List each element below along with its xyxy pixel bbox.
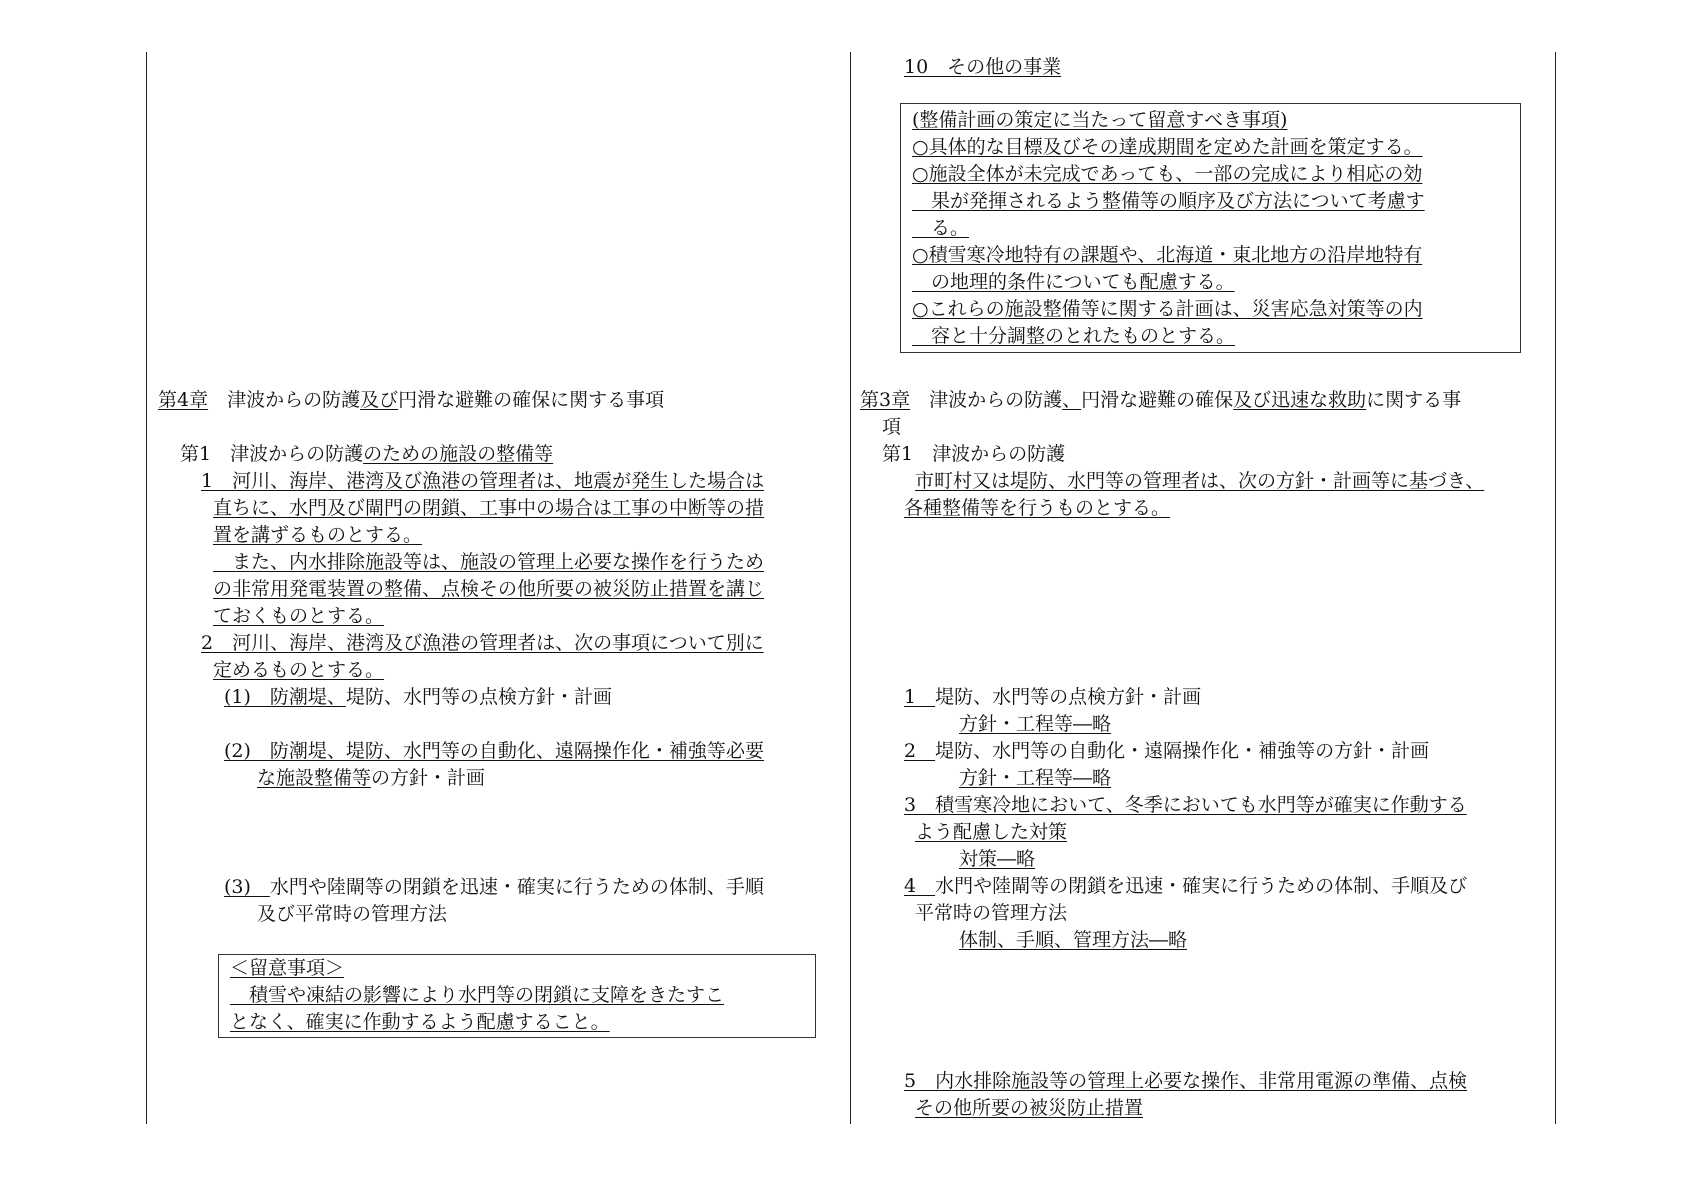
right-margin-rule bbox=[1555, 52, 1556, 1124]
left-item1-line2: 直ちに、水門及び閘門の閉鎖、工事中の場合は工事の中断等の措 bbox=[213, 497, 765, 519]
right-item4-sub: 体制、手順、管理方法―略 bbox=[959, 929, 1188, 951]
left-item1-line3: 置を講ずるものとする。 bbox=[213, 524, 423, 546]
left-item1-line4: また、内水排除施設等は、施設の管理上必要な操作を行うため bbox=[213, 551, 765, 573]
left-chapter-title-c: 円滑な避難の確保に関する事項 bbox=[398, 389, 665, 411]
right-section-title: 津波からの防護 bbox=[932, 443, 1066, 465]
left-sub2-text-c: な施設整備等 bbox=[257, 767, 372, 789]
right-item2 bbox=[904, 738, 1429, 765]
right-section-number: 第1 bbox=[882, 443, 914, 465]
left-sub2-text-d: の方針・計画 bbox=[371, 767, 486, 789]
left-sub2-line1 bbox=[224, 738, 764, 765]
left-section-heading bbox=[180, 441, 553, 468]
right-chapter-title-d: 及び迅速な救助 bbox=[1233, 389, 1367, 411]
left-item1-line5: の非常用発電装置の整備、点検その他所要の被災防止措置を講じ bbox=[213, 578, 765, 600]
left-chapter-title-b: 及び bbox=[360, 389, 399, 411]
left-item2-line2: 定めるものとする。 bbox=[213, 659, 385, 681]
right-item1 bbox=[904, 684, 1201, 711]
right-item4-text: 水門や陸閘等の閉鎖を迅速・確実に行うための体制、手順及び bbox=[935, 875, 1468, 897]
right-chapter-title-c: 円滑な避難の確保 bbox=[1081, 389, 1234, 411]
right-item3-line1: 3 積雪寒冷地において、冬季においても水門等が確実に作動する bbox=[904, 794, 1467, 816]
left-sub2-number: (2) bbox=[224, 740, 270, 762]
right-item3-sub: 対策―略 bbox=[959, 848, 1036, 870]
right-intro-line2: 各種整備等を行うものとする。 bbox=[904, 497, 1171, 519]
right-item1-number: 1 bbox=[904, 686, 936, 708]
right-plan-line8: ○これらの施設整備等に関する計画は、災害応急対策等の内 bbox=[912, 298, 1423, 320]
right-chapter-number: 第3章 bbox=[860, 389, 911, 411]
right-plan-line6: ○積雪寒冷地特有の課題や、北海道・東北地方の沿岸地特有 bbox=[912, 244, 1423, 266]
left-sub3-line1 bbox=[224, 874, 764, 901]
left-sub1-text-b: 堤防、水門等の点検方針・計画 bbox=[345, 686, 612, 708]
right-item1-text: 堤防、水門等の点検方針・計画 bbox=[935, 686, 1202, 708]
right-plan-line5: る。 bbox=[912, 217, 970, 239]
left-sub3-number: (3) bbox=[224, 876, 270, 898]
right-item3-line2: よう配慮した対策 bbox=[915, 821, 1068, 843]
left-sub2-line2 bbox=[257, 765, 485, 792]
right-chapter-title-b: 、 bbox=[1062, 389, 1082, 411]
left-sub1-text-a: 防潮堤、 bbox=[269, 686, 346, 708]
left-note-line1: 積雪や凍結の影響により水門等の閉鎖に支障をきたすこ bbox=[230, 984, 725, 1006]
right-chapter-title-a: 津波からの防護 bbox=[929, 389, 1063, 411]
left-item2-line1: 2 河川、海岸、港湾及び漁港の管理者は、次の事項について別に bbox=[201, 632, 764, 654]
center-divider-rule bbox=[850, 52, 851, 1124]
left-item1-line1: 1 河川、海岸、港湾及び漁港の管理者は、地震が発生した場合は bbox=[201, 470, 765, 492]
right-plan-line3: ○施設全体が未完成であっても、一部の完成により相応の効 bbox=[912, 163, 1423, 185]
right-section-heading bbox=[882, 441, 1065, 468]
left-margin-rule bbox=[146, 52, 147, 1124]
right-item4-line2: 平常時の管理方法 bbox=[915, 902, 1068, 924]
right-item5-line2: その他所要の被災防止措置 bbox=[915, 1097, 1144, 1119]
left-chapter-title-a: 津波からの防護 bbox=[227, 389, 361, 411]
right-plan-line7: の地理的条件についても配慮する。 bbox=[912, 271, 1235, 293]
right-item2-sub: 方針・工程等―略 bbox=[959, 767, 1112, 789]
right-item2-text: 堤防、水門等の自動化・遠隔操作化・補強等の方針・計画 bbox=[935, 740, 1430, 762]
right-chapter-heading-wrap: 項 bbox=[882, 416, 902, 438]
left-section-title-b: のための施設の整備等 bbox=[363, 443, 554, 465]
left-sub2-text-b: 必要 bbox=[725, 740, 764, 762]
right-item2-number: 2 bbox=[904, 740, 936, 762]
left-sub1 bbox=[224, 684, 612, 711]
right-plan-line4: 果が発揮されるよう整備等の順序及び方法について考慮す bbox=[912, 190, 1425, 212]
left-sub3-line2: 及び平常時の管理方法 bbox=[257, 903, 448, 925]
right-plan-line1: (整備計画の策定に当たって留意すべき事項) bbox=[912, 109, 1288, 131]
left-section-title-a: 津波からの防護 bbox=[230, 443, 364, 465]
left-note-line2: となく、確実に作動するよう配慮すること。 bbox=[230, 1011, 610, 1033]
right-item1-sub: 方針・工程等―略 bbox=[959, 713, 1112, 735]
left-chapter-heading bbox=[158, 387, 664, 414]
right-item10: 10 その他の事業 bbox=[904, 56, 1062, 78]
left-sub1-number: (1) bbox=[224, 686, 270, 708]
right-item5-line1: 5 内水排除施設等の管理上必要な操作、非常用電源の準備、点検 bbox=[904, 1070, 1468, 1092]
right-chapter-title-e: に関する事 bbox=[1366, 389, 1462, 411]
left-section-number: 第1 bbox=[180, 443, 212, 465]
left-item1-line6: ておくものとする。 bbox=[213, 605, 385, 627]
left-chapter-number: 第4章 bbox=[158, 389, 209, 411]
right-chapter-heading bbox=[860, 387, 1461, 414]
left-sub3-text-a: 水門や陸閘等の閉鎖を迅速・確実に行うための体制、手順 bbox=[269, 876, 764, 898]
left-sub2-text-a: 防潮堤、堤防、水門等の自動化、遠隔操作化・補強等 bbox=[269, 740, 726, 762]
left-note-title: ＜留意事項＞ bbox=[230, 957, 345, 979]
right-intro-line1: 市町村又は堤防、水門等の管理者は、次の方針・計画等に基づき、 bbox=[915, 470, 1485, 492]
right-plan-line9: 容と十分調整のとれたものとする。 bbox=[912, 325, 1236, 347]
right-item4-line1 bbox=[904, 873, 1467, 900]
right-item4-number: 4 bbox=[904, 875, 936, 897]
right-plan-line2: ○具体的な目標及びその達成期間を定めた計画を策定する。 bbox=[912, 136, 1423, 158]
